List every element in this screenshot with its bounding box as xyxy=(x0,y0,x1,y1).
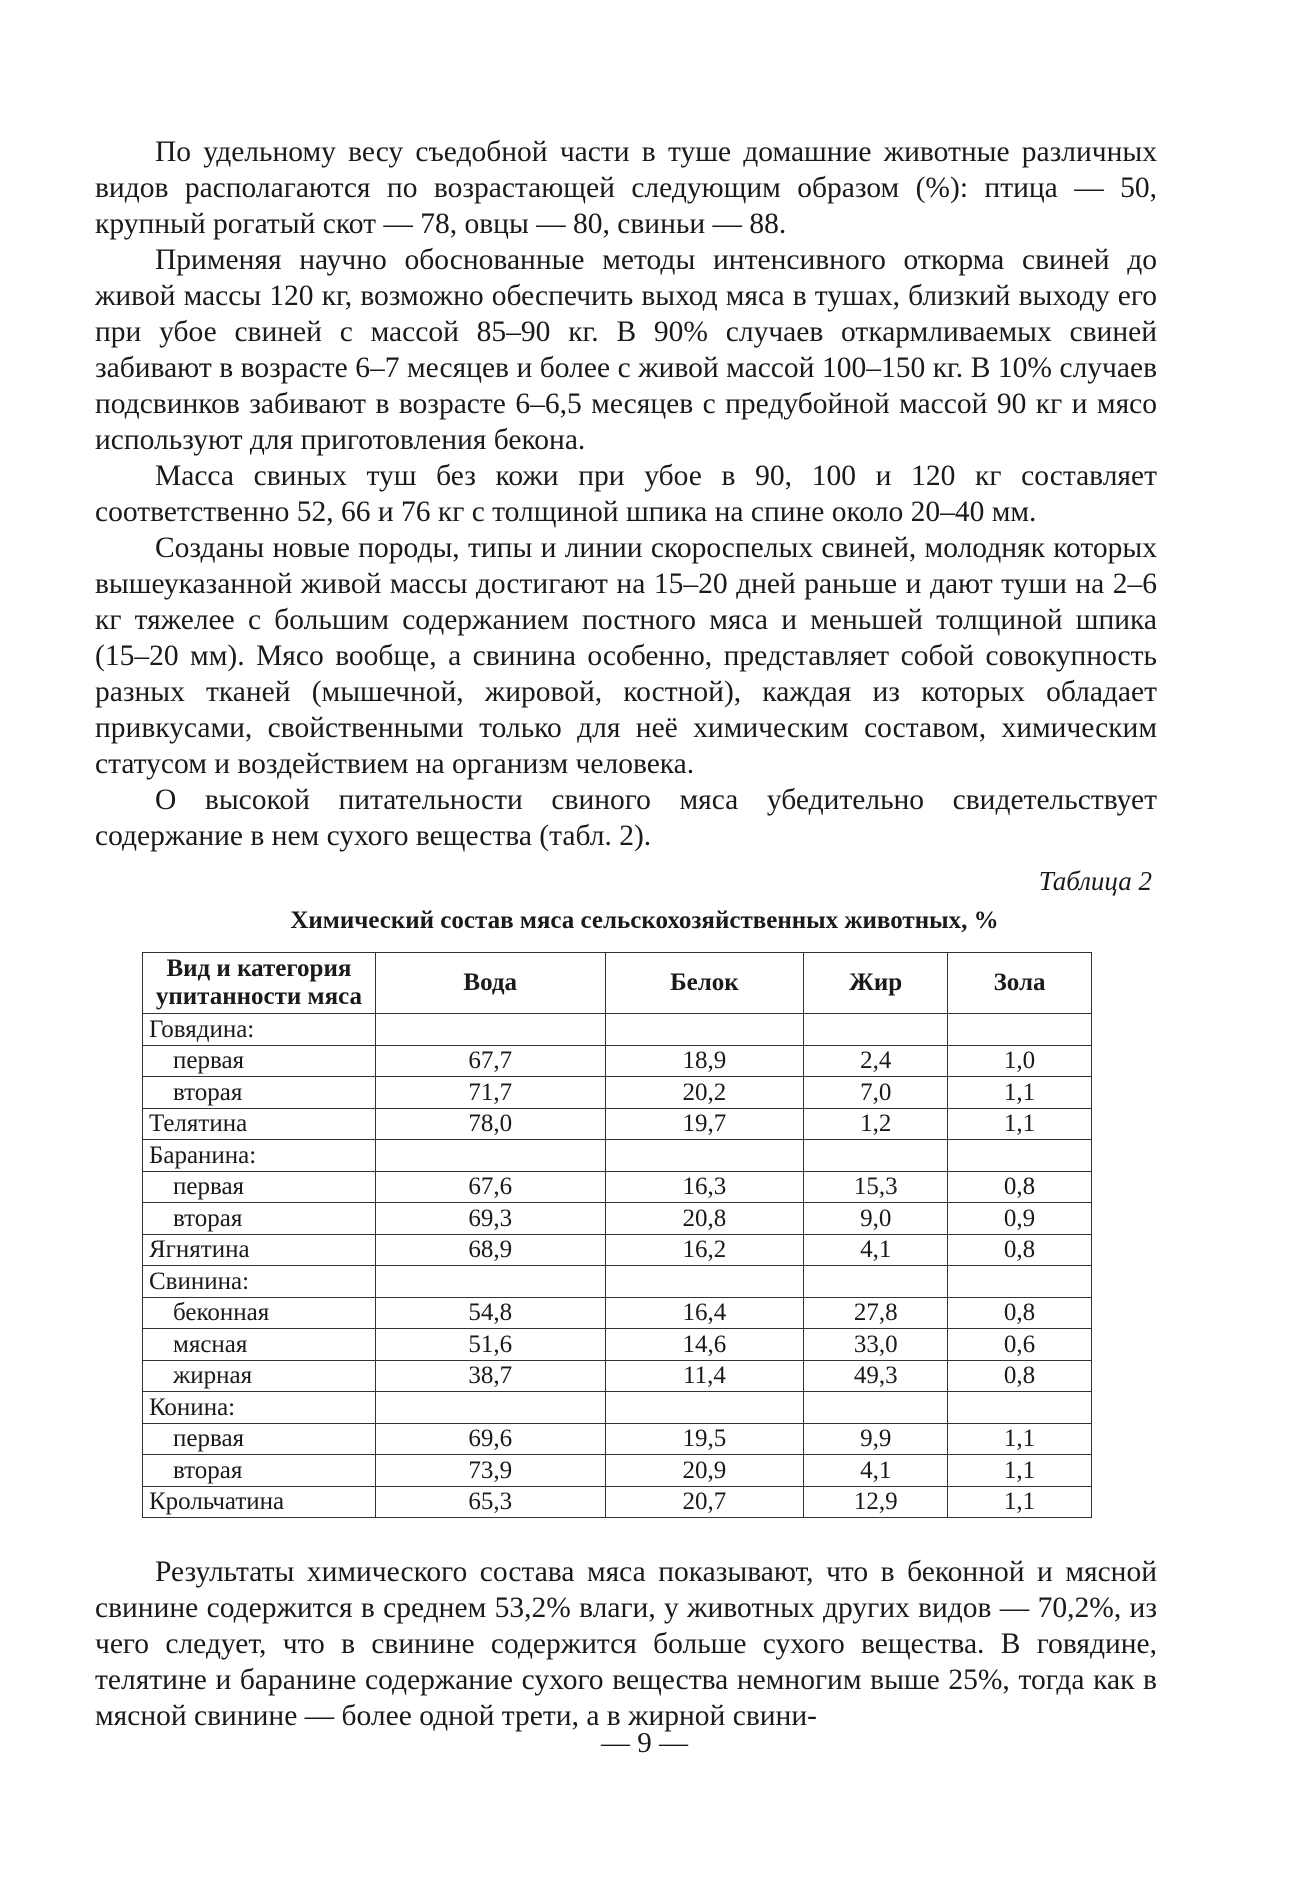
cell-fat xyxy=(804,1266,948,1298)
column-header: Зола xyxy=(948,953,1092,1014)
cell-water xyxy=(375,1014,605,1046)
cell-protein: 11,4 xyxy=(605,1360,804,1392)
cell-ash xyxy=(948,1140,1092,1172)
cell-fat: 27,8 xyxy=(804,1297,948,1329)
paragraph: Применяя научно обоснованные методы интенсивного откорма свиней до живой массы 120 кг, возможно обеспечить выход мяса в тушах, близкий выходу его при убое свиней с массой 85–90 кг. В 90% случаев откармливаемых свиней забивают в возрасте 6–7 месяцев и более с живой массой 100–150 кг. В 10% случаев подсвинков забивают в возрасте 6–6,5 месяцев с предубойной массой 90 кг и мясо используют для приготовления бекона. xyxy=(95,244,1157,456)
row-label: Ягнятина xyxy=(143,1234,376,1266)
cell-ash xyxy=(948,1014,1092,1046)
cell-protein xyxy=(605,1014,804,1046)
row-label: мясная xyxy=(143,1329,376,1361)
page-number: — 9 — xyxy=(601,1727,688,1759)
cell-fat: 12,9 xyxy=(804,1486,948,1518)
table-title: Химический состав мяса сельскохозяйственных животных, % xyxy=(290,907,999,934)
cell-ash: 0,8 xyxy=(948,1297,1092,1329)
cell-fat xyxy=(804,1014,948,1046)
table-row xyxy=(143,1486,1092,1518)
table-row xyxy=(143,1392,1092,1424)
table-row xyxy=(143,1077,1092,1109)
cell-protein: 16,3 xyxy=(605,1171,804,1203)
column-header: Вид и категория упитанности мяса xyxy=(143,953,376,1014)
table-row xyxy=(143,1108,1092,1140)
cell-ash: 1,0 xyxy=(948,1045,1092,1077)
cell-fat: 33,0 xyxy=(804,1329,948,1361)
cell-fat: 9,9 xyxy=(804,1423,948,1455)
cell-fat xyxy=(804,1392,948,1424)
cell-ash xyxy=(948,1266,1092,1298)
cell-protein: 16,4 xyxy=(605,1297,804,1329)
cell-water: 65,3 xyxy=(375,1486,605,1518)
cell-water: 68,9 xyxy=(375,1234,605,1266)
row-label: вторая xyxy=(143,1455,376,1487)
cell-fat: 1,2 xyxy=(804,1108,948,1140)
row-label: беконная xyxy=(143,1297,376,1329)
cell-water xyxy=(375,1392,605,1424)
paragraph: О высокой питательности свиного мяса убедительно свидетельствует содержание в нем сухого вещества (табл. 2). xyxy=(95,784,1157,852)
body-text-top xyxy=(95,134,1157,854)
row-label: первая xyxy=(143,1423,376,1455)
cell-ash: 1,1 xyxy=(948,1423,1092,1455)
table-row xyxy=(143,1140,1092,1172)
cell-ash: 0,6 xyxy=(948,1329,1092,1361)
cell-protein xyxy=(605,1266,804,1298)
cell-fat: 7,0 xyxy=(804,1077,948,1109)
cell-water: 73,9 xyxy=(375,1455,605,1487)
cell-protein: 20,8 xyxy=(605,1203,804,1235)
cell-ash: 1,1 xyxy=(948,1486,1092,1518)
table-row xyxy=(143,1266,1092,1298)
chemical-composition-table xyxy=(142,952,1092,1518)
cell-water xyxy=(375,1266,605,1298)
cell-water: 69,6 xyxy=(375,1423,605,1455)
table-row xyxy=(143,1423,1092,1455)
cell-fat: 4,1 xyxy=(804,1455,948,1487)
cell-protein: 18,9 xyxy=(605,1045,804,1077)
row-label: Конина: xyxy=(143,1392,376,1424)
cell-protein: 20,7 xyxy=(605,1486,804,1518)
paragraph: Созданы новые породы, типы и линии скороспелых свиней, молодняк которых вышеуказанной живой массы достигают на 15–20 дней раньше и дают туши на 2–6 кг тяжелее с большим содержанием постного мяса и меньшей толщиной шпика (15–20 мм). Мясо вообще, а свинина особенно, представляет собой совокупность разных тканей (мышечной, жировой, костной), каждая из которых обладает привкусами, свойственными только для неё химическим составом, химическим статусом и воздействием на организм человека. xyxy=(95,532,1157,780)
cell-water: 71,7 xyxy=(375,1077,605,1109)
cell-water: 54,8 xyxy=(375,1297,605,1329)
cell-fat xyxy=(804,1140,948,1172)
cell-ash: 1,1 xyxy=(948,1455,1092,1487)
cell-fat: 9,0 xyxy=(804,1203,948,1235)
cell-ash: 0,9 xyxy=(948,1203,1092,1235)
body-text-bottom xyxy=(95,1554,1157,1734)
cell-fat: 49,3 xyxy=(804,1360,948,1392)
table-row xyxy=(143,1171,1092,1203)
cell-protein: 19,5 xyxy=(605,1423,804,1455)
cell-ash: 0,8 xyxy=(948,1360,1092,1392)
row-label: первая xyxy=(143,1045,376,1077)
cell-ash: 0,8 xyxy=(948,1234,1092,1266)
table-row xyxy=(143,1455,1092,1487)
table-row xyxy=(143,1045,1092,1077)
row-label: вторая xyxy=(143,1203,376,1235)
cell-protein: 20,9 xyxy=(605,1455,804,1487)
cell-water: 78,0 xyxy=(375,1108,605,1140)
row-label: Баранина: xyxy=(143,1140,376,1172)
row-label: вторая xyxy=(143,1077,376,1109)
table-row xyxy=(143,1203,1092,1235)
table-row xyxy=(143,1014,1092,1046)
cell-water: 69,3 xyxy=(375,1203,605,1235)
row-label: Телятина xyxy=(143,1108,376,1140)
table-row xyxy=(143,1297,1092,1329)
cell-ash: 1,1 xyxy=(948,1077,1092,1109)
cell-fat: 2,4 xyxy=(804,1045,948,1077)
row-label: жирная xyxy=(143,1360,376,1392)
cell-fat: 4,1 xyxy=(804,1234,948,1266)
cell-protein: 20,2 xyxy=(605,1077,804,1109)
row-label: Крольчатина xyxy=(143,1486,376,1518)
cell-protein: 16,2 xyxy=(605,1234,804,1266)
table-row xyxy=(143,1234,1092,1266)
cell-ash: 1,1 xyxy=(948,1108,1092,1140)
cell-protein xyxy=(605,1140,804,1172)
paragraph: Результаты химического состава мяса показывают, что в беконной и мясной свинине содержится в среднем 53,2% влаги, у животных других видов — 70,2%, из чего следует, что в свинине содержится больше сухого вещества. В говядине, телятине и баранине содержание сухого вещества немногим выше 25%, тогда как в мясной свинине — более одной трети, а в жирной свини- xyxy=(95,1556,1157,1732)
column-header: Белок xyxy=(605,953,804,1014)
column-header: Вода xyxy=(375,953,605,1014)
cell-water: 67,7 xyxy=(375,1045,605,1077)
cell-ash: 0,8 xyxy=(948,1171,1092,1203)
cell-fat: 15,3 xyxy=(804,1171,948,1203)
cell-protein: 14,6 xyxy=(605,1329,804,1361)
cell-water: 38,7 xyxy=(375,1360,605,1392)
table-row xyxy=(143,1329,1092,1361)
cell-protein: 19,7 xyxy=(605,1108,804,1140)
paragraph: По удельному весу съедобной части в туше домашние животные различных видов располагаются по возрастающей следующим образом (%): птица — 50, крупный рогатый скот — 78, овцы — 80, свиньи — 88. xyxy=(95,136,1157,240)
column-header: Жир xyxy=(804,953,948,1014)
table-row xyxy=(143,1360,1092,1392)
row-label: первая xyxy=(143,1171,376,1203)
cell-ash xyxy=(948,1392,1092,1424)
cell-water xyxy=(375,1140,605,1172)
cell-protein xyxy=(605,1392,804,1424)
table-header-row xyxy=(143,953,1092,1014)
cell-water: 51,6 xyxy=(375,1329,605,1361)
row-label: Свинина: xyxy=(143,1266,376,1298)
table-label: Таблица 2 xyxy=(1038,866,1152,896)
cell-water: 67,6 xyxy=(375,1171,605,1203)
row-label: Говядина: xyxy=(143,1014,376,1046)
paragraph: Масса свиных туш без кожи при убое в 90, 100 и 120 кг составляет соответственно 52, 66 и 76 кг с толщиной шпика на спине около 20–40 мм. xyxy=(95,460,1157,528)
